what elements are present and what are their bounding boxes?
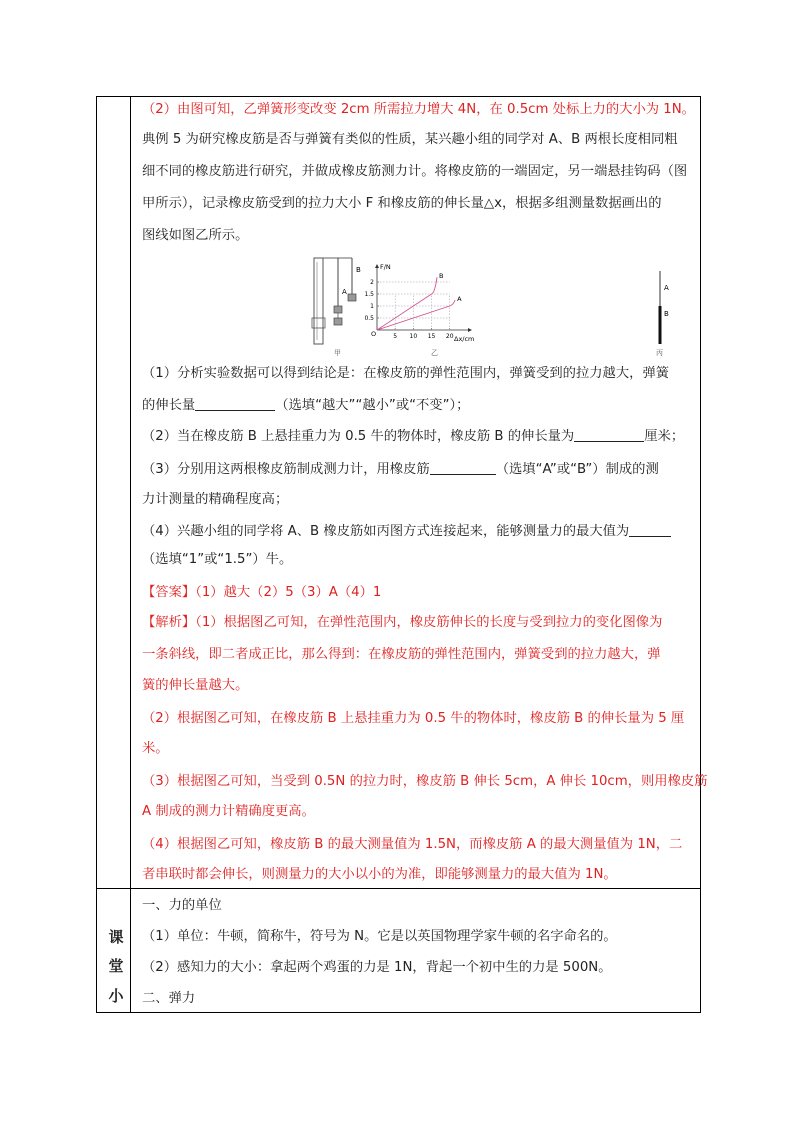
analysis-line: 者串联时都会伸长，则测量力的大小以小的为准，即能够测量力的最大值为 1N。 <box>142 867 617 882</box>
series-curves <box>377 272 462 330</box>
summary-side-char: 课 <box>108 928 124 946</box>
x-tick-label: 20 <box>445 333 454 340</box>
row-divider <box>97 888 700 889</box>
figure-label-jia: 甲 <box>334 349 341 357</box>
answer-blank-1[interactable] <box>195 396 275 411</box>
rubber-b-label-bing: B <box>664 310 669 318</box>
rubber-a-label-bing: A <box>664 284 669 292</box>
x-tick-label: 15 <box>427 333 436 340</box>
analysis-line <box>142 614 662 632</box>
analysis-line: （4）根据图乙可知，橡皮筋 B 的最大测量值为 1.5N，而橡皮筋 A 的最大测量值为 1N，二 <box>142 837 683 852</box>
y-tick-label: 0.5 <box>364 315 374 322</box>
q2-pre: （2）当在橡皮筋 B 上悬挂重力为 0.5 牛的物体时，橡皮筋 B 的伸长量为 <box>142 429 575 444</box>
example-line: 甲所示），记录橡皮筋受到的拉力大小 F 和橡皮筋的伸长量△x，根据多组测量数据画出的 <box>142 196 662 211</box>
q4-pre: （4）兴趣小组的同学将 A、B 橡皮筋如丙图方式连接起来，能够测量力的最大值为 <box>142 524 630 539</box>
column-divider <box>130 97 131 1012</box>
previous-answer-line: （2）由图可知，乙弹簧形变改变 2cm 所需拉力增大 4N，在 0.5cm 处标上力的大小为 1N。 <box>142 102 695 117</box>
q3-post: （选填“A”或“B”）制成的测 <box>495 462 659 477</box>
q1-pre: 的伸长量 <box>142 398 196 413</box>
y-tick-label: 1 <box>370 303 374 310</box>
example-line: 典例 5 为研究橡皮筋是否与弹簧有类似的性质，某兴趣小组的同学对 A、B 两根长度相同粗 <box>142 132 678 147</box>
analysis-line: （2）根据图乙可知，在橡皮筋 B 上悬挂重力为 0.5 牛的物体时，橡皮筋 B 的伸长量为 5 厘 <box>142 711 685 726</box>
analysis-tag: 【解析】 <box>142 615 196 630</box>
question-2 <box>142 427 684 446</box>
q1-post: （选填“越大”“越小”或“不变”）； <box>275 398 470 413</box>
answer-blank-3[interactable] <box>430 460 496 475</box>
rubber-a-label-jia: A <box>342 288 347 296</box>
analysis-p1-a: （1）根据图乙可知，在弹性范围内，橡皮筋伸长的长度与受到拉力的变化图像为 <box>195 615 663 630</box>
summary-line: （1）单位：牛顿，简称牛，符号为 N。它是以英国物理学家牛顿的名字命名的。 <box>142 929 617 944</box>
question-4-line-1 <box>142 522 671 541</box>
y-tick-label: 2 <box>370 279 374 286</box>
answer-blank-2[interactable] <box>574 427 644 442</box>
rubber-b-label-jia: B <box>356 266 361 274</box>
q2-post: 厘米； <box>644 429 685 444</box>
answer-blank-4[interactable] <box>629 522 671 537</box>
answer-tag: 【答案】 <box>142 585 196 600</box>
summary-side-char: 小 <box>108 987 124 1005</box>
series-label-a: A <box>457 295 462 303</box>
y-tick-label: 1.5 <box>364 291 374 298</box>
analysis-line: 一条斜线，即二者成正比，那么得到：在橡皮筋的弹性范围内，弹簧受到的拉力越大，弹 <box>142 647 661 662</box>
series-line-b <box>377 277 437 330</box>
question-1-line-2 <box>142 396 469 415</box>
figure-label-yi: 乙 <box>431 349 438 357</box>
x-tick-label: 10 <box>409 333 418 340</box>
series-label-b: B <box>439 272 444 281</box>
analysis-line: 米。 <box>142 741 169 756</box>
x-tick-label: 5 <box>393 333 398 340</box>
experiment-figure <box>304 256 676 358</box>
summary-heading: 一、力的单位 <box>142 898 222 913</box>
x-axis-label: Δx/cm <box>454 335 475 343</box>
example-line: 图线如图乙所示。 <box>142 228 249 243</box>
question-3-line-2: 力计测量的精确程度高； <box>142 492 289 507</box>
analysis-line: （3）根据图乙可知，当受到 0.5N 的拉力时，橡皮筋 B 伸长 5cm，A 伸长 10cm，则用橡皮筋 <box>142 774 708 789</box>
summary-side-char: 堂 <box>108 957 124 975</box>
origin-label: O <box>371 330 377 338</box>
question-1-line-1: （1）分析实验数据可以得到结论是：在橡皮筋的弹性范围内，弹簧受到的拉力越大，弹簧 <box>142 366 670 381</box>
question-4-line-2: （选填“1”或“1.5”）牛。 <box>142 552 293 567</box>
question-3-line-1 <box>142 460 659 479</box>
figure-label-bing: 丙 <box>656 349 663 357</box>
analysis-line: 簧的伸长量越大。 <box>142 678 249 693</box>
figure-yi-chart <box>364 263 474 357</box>
q3-pre: （3）分别用这两根橡皮筋制成测力计，用橡皮筋 <box>142 462 430 477</box>
y-axis-label: F/N <box>380 263 391 271</box>
summary-line: （2）感知力的大小：拿起两个鸡蛋的力是 1N，背起一个初中生的力是 500N。 <box>142 960 612 975</box>
figure-jia <box>312 258 361 357</box>
analysis-line: A 制成的测力计精确度更高。 <box>142 804 315 819</box>
answer-text: （1）越大（2）5（3）A（4）1 <box>195 585 382 600</box>
answer-line <box>142 584 381 602</box>
figure-bing <box>656 271 669 357</box>
summary-heading: 二、弹力 <box>142 991 196 1006</box>
example-line: 细不同的橡皮筋进行研究，并做成橡皮筋测力计。将橡皮筋的一端固定，另一端悬挂钩码（图 <box>142 164 688 179</box>
